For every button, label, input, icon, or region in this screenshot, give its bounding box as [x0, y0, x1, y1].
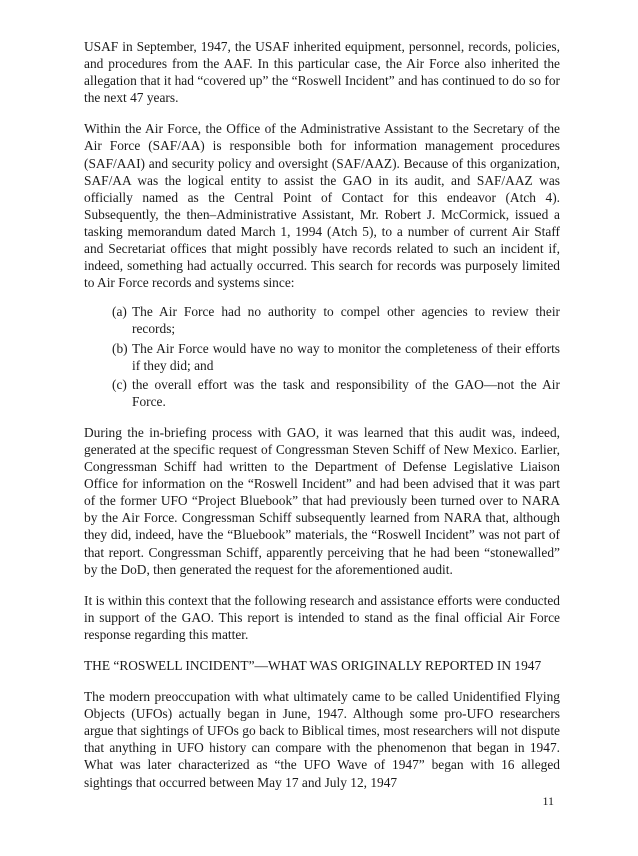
- section-heading: THE “ROSWELL INCIDENT”—WHAT WAS ORIGINALLY REPORTED IN 1947: [84, 658, 542, 673]
- list-item: [112, 376, 560, 410]
- paragraph-usaf-inherited: USAF in September, 1947, the USAF inherited equipment, personnel, records, policies, and procedures from the AAF. In this particular case, the Air Force also inherited the allegation that it had “covered up” the “Roswell Incident” and has continued to do so for the next 47 years.: [84, 39, 560, 106]
- list-item: [112, 340, 560, 374]
- list-marker: (a): [112, 304, 127, 320]
- list-item-text: the overall effort was the task and responsibility of the GAO—not the Air Force.: [132, 376, 560, 409]
- paragraph-in-briefing: During the in-briefing process with GAO, it was learned that this audit was, indeed, generated at the specific request of Congressman Steven Schiff of New Mexico. Earlier, Congressman Schiff had written to the Department of Defense Legislative Liaison Office for information on the “Roswell Incident” and had been advised that it was part of the former UFO “Project Bluebook” that had previously been turned over to NARA by the Air Force. Congressman Schiff subsequently learned from NARA that, although they did, indeed, have the “Bluebook” materials, the “Roswell Incident” was not part of that report. Congressman Schiff, apparently perceiving that he had been “stonewalled” by the DoD, then generated the request for the aforementioned audit.: [84, 424, 560, 577]
- list-marker: (c): [112, 376, 127, 392]
- paragraph-context: It is within this context that the following research and assistance efforts were conducted in support of the GAO. This report is intended to stand as the final official Air Force response regarding this matter.: [84, 592, 560, 642]
- page-number: 11: [542, 794, 554, 808]
- list-item-text: The Air Force would have no way to monitor the completeness of their efforts if they did; and: [132, 340, 560, 373]
- list-item-text: The Air Force had no authority to compel other agencies to review their records;: [132, 304, 560, 337]
- document-page: [84, 38, 560, 805]
- paragraph-saf-aa: Within the Air Force, the Office of the Administrative Assistant to the Secretary of the Air Force (SAF/AA) is responsible both for information management procedures (SAF/AAI) and security policy and oversight (SAF/AAZ). Because of this organization, SAF/AA was the logical entity to assist the GAO in its audit, and SAF/AAZ was officially named as the Central Point of Contact for this endeavor (Atch 4). Subsequently, the then–Administrative Assistant, Mr. Robert J. McCormick, issued a tasking memorandum dated March 1, 1994 (Atch 5), to a number of current Air Staff and Secretariat offices that might possibly have records related to such an incident if, indeed, something had actually occurred. This search for records was purposely limited to Air Force records and systems since:: [84, 121, 560, 291]
- list-marker: (b): [112, 340, 128, 356]
- paragraph-modern-preoccupation: The modern preoccupation with what ultimately came to be called Unidentified Flying Objects (UFOs) actually began in June, 1947. Although some pro-UFO researchers argue that sightings of UFOs go back to Biblical times, most researchers will not dispute that anything in UFO history can compare with the phenomenon that began in 1947. What was later characterized as “the UFO Wave of 1947” began with 16 alleged sightings that occurred between May 17 and July 12, 1947: [84, 689, 560, 790]
- list-item: [112, 303, 560, 337]
- reasons-list: [84, 303, 560, 410]
